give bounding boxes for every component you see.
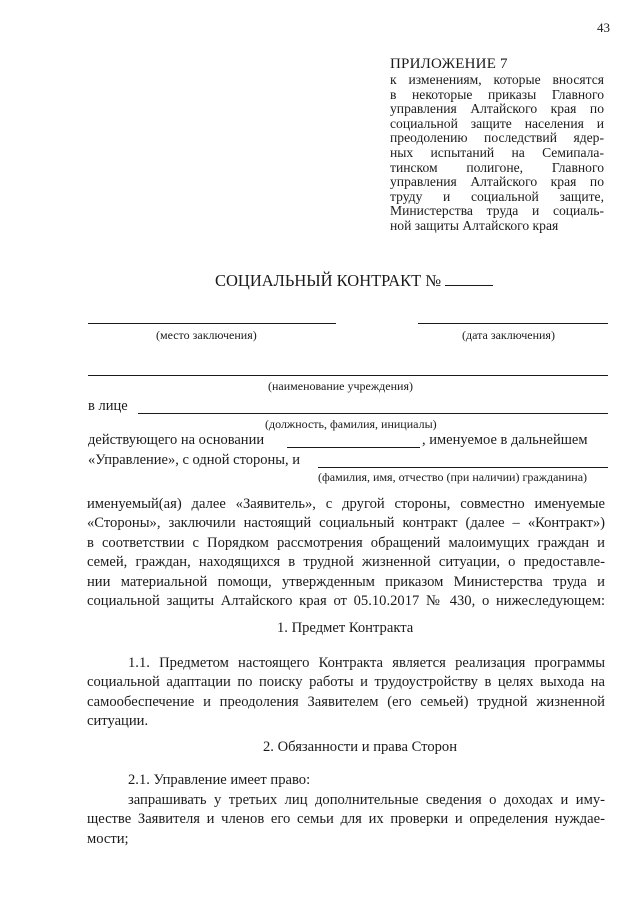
appendix-line: к изменениям, которые вносятся xyxy=(390,72,604,87)
section2-line: мости; xyxy=(87,830,129,847)
appendix-line: Министерства труда и социаль- xyxy=(390,203,604,219)
section1-line: 1.1. Предметом настоящего Контракта является реализация программы xyxy=(128,655,605,671)
intro-line: именуемый(ая) далее «Заявитель», с другой стороны, совместно именуемые xyxy=(87,496,605,512)
appendix-line: тинском полигоне, Главного xyxy=(390,159,604,175)
contract-title xyxy=(215,271,493,291)
section2-line: запрашивать у третьих лиц дополнительные сведения о доходах и иму- xyxy=(128,792,605,808)
date-line[interactable] xyxy=(418,323,608,324)
basis-line[interactable] xyxy=(287,447,420,448)
institution-line[interactable] xyxy=(88,375,608,376)
section1-line: социальной адаптации по поиску работы и трудоустройству в целях выхода на xyxy=(87,674,605,691)
appendix-line: ных испытаний на Семипала- xyxy=(390,144,604,160)
intro-line: семей, граждан, находящихся в трудной жизненной ситуации, о предоставле- xyxy=(87,554,605,571)
place-caption: (место заключения) xyxy=(156,328,257,342)
place-line[interactable] xyxy=(88,323,336,324)
appendix-line: управления Алтайского края по xyxy=(390,174,604,190)
section1-paragraph xyxy=(87,654,605,732)
date-caption: (дата заключения) xyxy=(462,328,555,342)
appendix-title: ПРИЛОЖЕНИЕ 7 xyxy=(390,56,508,72)
intro-line: в соответствии с Порядком рассмотрения обращений малоимущих граждан и xyxy=(87,534,605,551)
section1-line: ситуации. xyxy=(87,713,149,730)
department-label: «Управление», с одной стороны, и xyxy=(88,452,300,468)
intro-line: социальной защиты Алтайского края от 05.10.2017 № 430, о нижеследующем: xyxy=(87,593,605,610)
section2-subheading: 2.1. Управление имеет право: xyxy=(128,772,311,788)
page-number: 43 xyxy=(597,20,610,35)
appendix-line: управления Алтайского края по xyxy=(390,101,604,117)
appendix-body xyxy=(390,73,604,234)
position-caption: (должность, фамилия, инициалы) xyxy=(265,417,437,431)
appendix-line: труду и социальной защите, xyxy=(390,188,604,204)
section1-line: самообеспечение и преодоления Заявителем (его семьей) трудной жизненной xyxy=(87,693,605,710)
appendix-line: социальной защите населения и xyxy=(390,115,604,131)
citizen-caption: (фамилия, имя, отчество (при наличии) гражданина) xyxy=(318,470,588,484)
in-person-label: в лице xyxy=(88,398,128,414)
contract-number-blank[interactable] xyxy=(445,271,493,286)
position-line[interactable] xyxy=(138,413,608,414)
section2-heading: 2. Обязанности и права Сторон xyxy=(263,739,458,755)
appendix-line: преодолению последствий ядер- xyxy=(390,130,604,146)
appendix-line: в некоторые приказы Главного xyxy=(390,86,604,102)
intro-paragraph xyxy=(87,495,605,611)
citizen-line[interactable] xyxy=(318,467,608,468)
intro-line: «Стороны», заключили настоящий социальный контракт (далее – «Контракт») xyxy=(87,515,605,532)
acting-label: действующего на основании xyxy=(88,432,265,448)
hereinafter-label: , именуемое в дальнейшем xyxy=(422,432,588,448)
contract-title-text: СОЦИАЛЬНЫЙ КОНТРАКТ № xyxy=(215,271,442,290)
appendix-line: ной защиты Алтайского края xyxy=(390,217,559,233)
intro-line: нии материальной помощи, утвержденным приказом Министерства труда и xyxy=(87,573,605,590)
section2-line: ществе Заявителя и членов его семьи для их проверки и определения нуждае- xyxy=(87,811,605,828)
section2-paragraph xyxy=(87,791,605,849)
institution-caption: (наименование учреждения) xyxy=(268,379,413,393)
section1-heading: 1. Предмет Контракта xyxy=(277,620,414,636)
